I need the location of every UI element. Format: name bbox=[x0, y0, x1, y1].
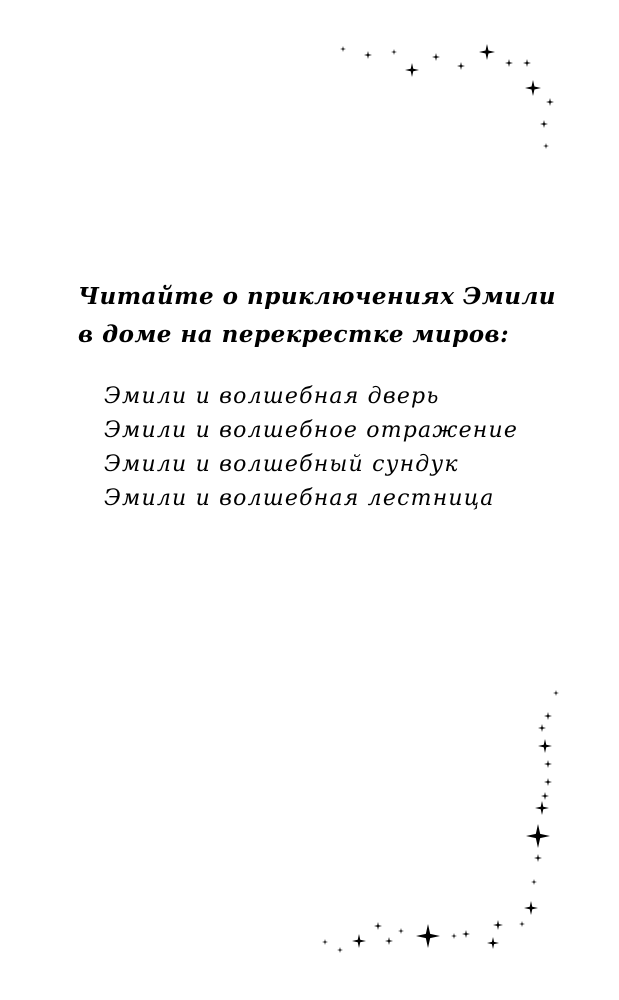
star-sparkle-icon bbox=[462, 930, 470, 938]
star-sparkle-icon bbox=[538, 724, 546, 732]
star-sparkle-icon bbox=[523, 59, 531, 67]
series-heading bbox=[78, 278, 556, 354]
star-sparkle-icon bbox=[553, 690, 559, 696]
star-sparkle-icon bbox=[493, 920, 503, 930]
star-sparkle-icon bbox=[526, 824, 550, 848]
star-sparkle-icon bbox=[524, 901, 538, 915]
star-sparkle-icon bbox=[352, 934, 366, 948]
star-sparkle-icon bbox=[534, 854, 542, 862]
star-sparkle-icon bbox=[541, 792, 549, 800]
book-title: Эмили и волшебный сундук bbox=[104, 452, 459, 477]
star-sparkle-icon bbox=[519, 921, 525, 927]
star-sparkle-icon bbox=[364, 51, 372, 59]
book-title: Эмили и волшебное отражение bbox=[104, 418, 519, 443]
star-sparkle-icon bbox=[391, 49, 397, 55]
star-sparkle-icon bbox=[432, 53, 440, 61]
star-sparkle-icon bbox=[535, 801, 549, 815]
star-sparkle-icon bbox=[340, 46, 346, 52]
star-sparkle-icon bbox=[538, 739, 552, 753]
star-sparkle-icon bbox=[540, 120, 548, 128]
star-sparkle-icon bbox=[531, 879, 537, 885]
star-sparkle-icon bbox=[457, 62, 465, 70]
heading-line-2: в доме на перекрестке миров: bbox=[78, 321, 510, 348]
heading-line-1: Читайте о приключениях Эмили bbox=[78, 283, 556, 310]
star-sparkle-icon bbox=[544, 760, 552, 768]
star-sparkle-icon bbox=[544, 712, 552, 720]
star-sparkle-icon bbox=[525, 80, 541, 96]
star-sparkle-icon bbox=[337, 947, 343, 953]
star-sparkle-icon bbox=[546, 98, 554, 106]
star-sparkle-icon bbox=[416, 924, 440, 948]
book-title: Эмили и волшебная лестница bbox=[104, 486, 495, 511]
star-sparkle-icon bbox=[374, 922, 382, 930]
star-sparkle-icon bbox=[451, 933, 457, 939]
star-sparkle-icon bbox=[544, 778, 552, 786]
star-sparkle-icon bbox=[405, 63, 419, 77]
star-sparkle-icon bbox=[543, 143, 549, 149]
star-sparkle-icon bbox=[322, 939, 328, 945]
star-sparkle-icon bbox=[505, 59, 513, 67]
book-list bbox=[104, 380, 584, 516]
star-sparkle-icon bbox=[385, 937, 393, 945]
star-sparkle-icon bbox=[398, 928, 404, 934]
star-sparkle-icon bbox=[479, 44, 495, 60]
book-title: Эмили и волшебная дверь bbox=[104, 384, 440, 409]
star-sparkle-icon bbox=[487, 937, 499, 949]
